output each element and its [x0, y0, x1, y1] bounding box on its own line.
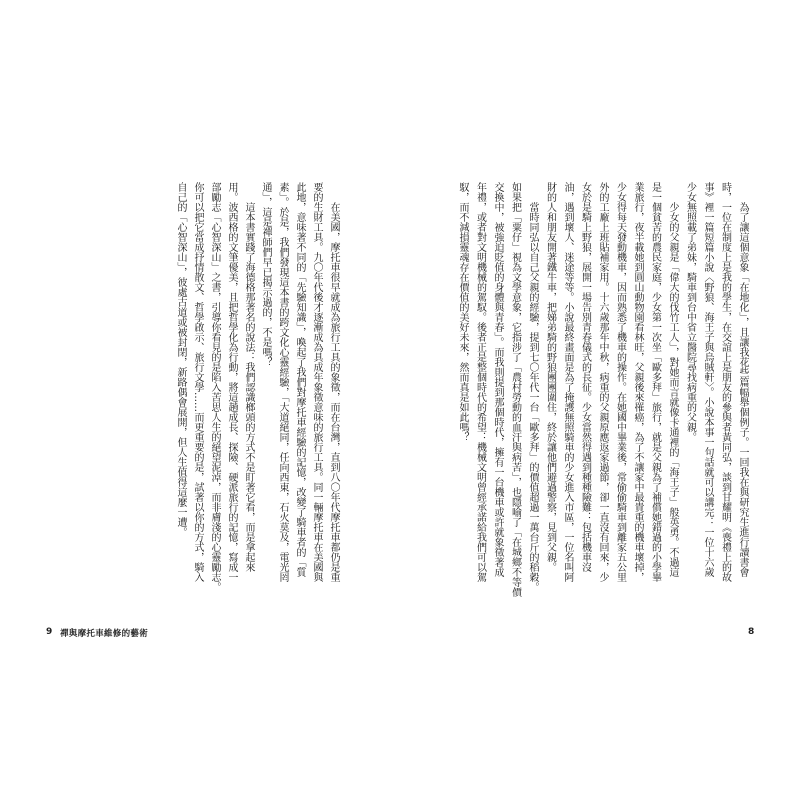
text-column: 部勵志「心智深山」之書，引導你看見的是陷入苦思人生的絕望泥淖，而非膚淺的心靈勵志。	[209, 182, 220, 592]
text-column: 財的人和朋友開著鐵牛車，把娣弟騎的野狼團團圍住，終於讓他們避過警察，見到父親。	[544, 182, 556, 572]
text-column: 如果把「粟仔」視為文學意象，它指涉了「農村勞動的血汗與病苦」，也隱喻了「在城鄉不等價	[509, 182, 521, 597]
text-column: 用。波西格的文筆優美，且把哲學化為行動，將這趟成長、探險、硬派旅行的記憶，寫成一	[226, 182, 237, 582]
page-number: 8	[748, 627, 755, 637]
text-column: 你可以把它當成抒情散文、哲學啟示、旅行文學……而更重要的是，試著以你的方式，騎入	[192, 182, 203, 582]
text-column: 是一個貧苦的農民家庭，少女第一次坐「歐多拜」旅行，就是父親為了補償她錯過的小學畢	[649, 182, 661, 582]
text-column: 在美國，摩托車很早就成為旅行工具的象徵，而在台灣，直到八〇年代摩托車都仍是重	[328, 202, 339, 582]
right-page-text	[400, 0, 800, 800]
text-column: 此地，意味著不同的「先驗知識」，喚起了我們對摩托車經驗的記憶，改變了騎車者的「質	[294, 182, 305, 577]
text-column: 女於是騎上野狼，展開一場告別青春儀式的長征。少女當然得遇到種種險難：包括機車沒	[579, 182, 591, 572]
text-column: 業旅行，夜半載她到圓山動物園看林旺，父親後來罹癌，為了不讓家中最貴重的機車壞掉，	[632, 182, 643, 582]
text-column: 這本書實踐了海德格那著名的說法：我們認識榔頭的方式不是盯著它看，而是拿起來	[243, 202, 254, 572]
text-column: 年禮，或者對文明機械的駕馭。後者正是整個時代的希望：機械文明曾經承諾給我們可以駕	[474, 182, 486, 582]
page-number: 9	[46, 627, 53, 637]
right-page	[400, 0, 800, 800]
text-column: 要的生財工具。九〇年代後才逐漸成為具成年象徵意味的旅行工具。同一輛摩托車在美國與	[311, 182, 322, 582]
text-column: 外的工廠上班貼補家用。十六歲那年中秋，病重的父親原應返家過節，卻一直沒有回來，少	[597, 182, 608, 582]
text-column: 事》裡一篇短篇小說〈野狼、海王子與烏賊軒〉。小說本事一句話就可以講完：一位十六歲	[702, 182, 713, 577]
text-column: 自己的「心智深山」，彼處古道或被封閉，新路偶會展開，但人生值得這麼一遭。	[175, 182, 186, 537]
text-column: 少女得每天發動機車，因而熟悉了機車的操作。在她國中畢業後，常偷偷騎車到離家五公里	[614, 182, 626, 582]
text-column: 少女的父親是「偉大的伐竹工人」，對她而言就像卡通裡的「海王子」般英勇。不過這	[667, 202, 678, 577]
text-column: 為了讓這個意象「在地化」，且讓我花些篇幅舉個例子。一回我在與研究生進行讀書會	[737, 202, 748, 577]
text-column: 時，一位在制度上是我的學生，在交誼上是朋友的參與者黃同弘，談到甘耀明《喪禮上的故	[719, 182, 731, 582]
running-title: 禪與摩托車維修的藝術	[60, 629, 149, 639]
text-column: 當時同弘以自己父親的經驗，提到七〇年代一台「歐多拜」的價值超過一萬台斤的稻穀。	[527, 202, 538, 592]
text-column: 素」。於是，我們發現這本書的跨文化心靈經驗，「大道絕同，任向西東，石火莫及，電光罔	[277, 182, 288, 582]
text-column: 油，遇到壞人、迷途等等。小說最終畫面是為了掩護無照騎車的少女進入市區，一位名叫阿	[562, 182, 573, 582]
text-column: 交換中，被強迫貶值的身體與青春」。而我則提到那個時代，擁有一台機車或許就象徵著成	[492, 182, 503, 577]
text-column: 馭，而不減損靈魂存在價值的美好未來，然而真是如此嗎？	[457, 182, 468, 442]
text-column: 通」，這是禪師們早已揭示過的，不是嗎？	[260, 182, 271, 367]
text-column: 少女無照載了弟妹，騎車到台中省立醫院尋找病重的父親。	[684, 182, 696, 442]
